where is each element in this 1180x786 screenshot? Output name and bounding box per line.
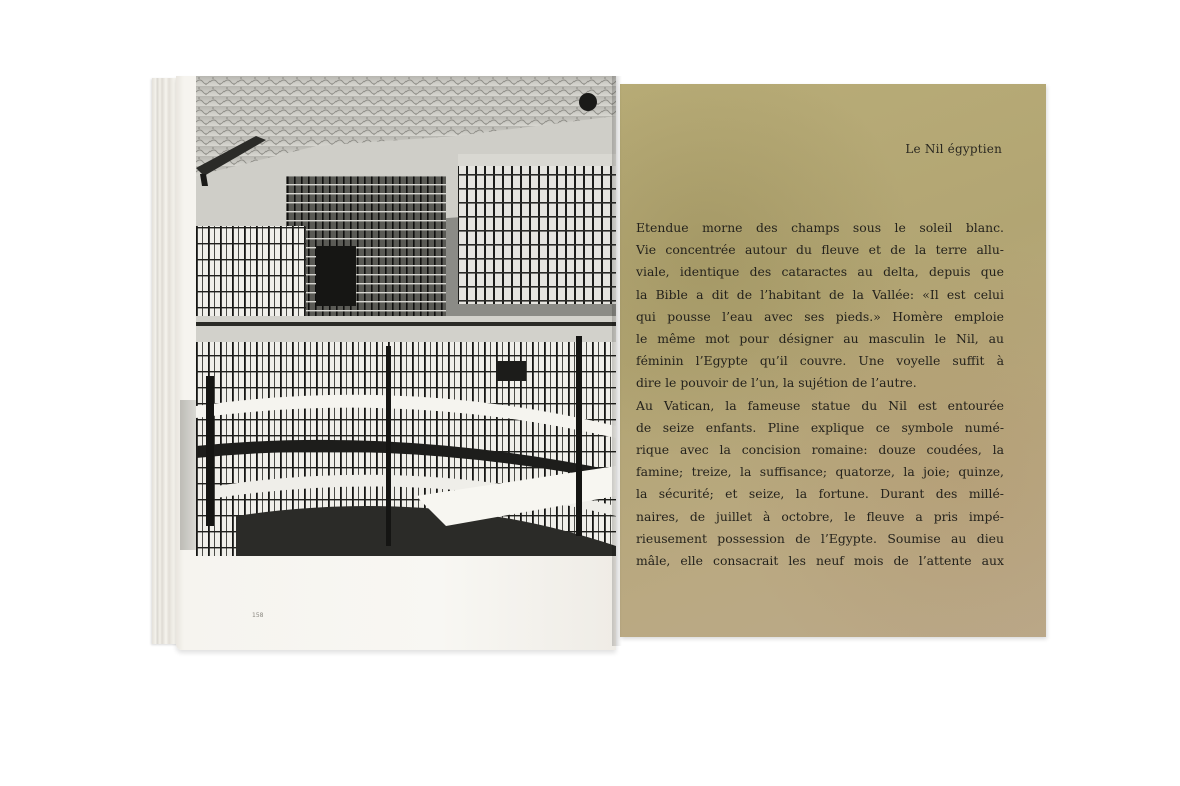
text-line: Etendue morne des champs sous le soleil blanc. (636, 220, 1004, 235)
text-line: rique avec la concision romaine: douze coudées, la (636, 442, 1004, 458)
text-line: le même mot pour désigner au masculin le Nil, au (636, 331, 1004, 347)
text-line: Au Vatican, la fameuse statue du Nil est entourée (636, 397, 1004, 413)
text-line: féminin l’Egypte qu’il couvre. Une voyelle suffit à (636, 353, 1004, 369)
text-line: de seize enfants. Pline explique ce symbole numé- (636, 419, 1004, 435)
body-text (636, 217, 1004, 572)
chapter-title: Le Nil égyptien (905, 142, 1002, 156)
construction-photo (196, 76, 616, 556)
text-line: Vie concentrée autour du fleuve et de la terre allu- (636, 242, 1004, 258)
text-line: mâle, elle consacrait les neuf mois de l’attente aux (636, 553, 1004, 569)
text-line: rieusement possession de l’Egypte. Soumise au dieu (636, 530, 1004, 546)
right-page (620, 84, 1046, 637)
page-number: 158 (252, 612, 264, 619)
text-line: la Bible a dit de l’habitant de la Vallée: «Il est celui (636, 286, 1004, 302)
text-line: dire le pouvoir de l’un, la sujétion de l’autre. (636, 375, 917, 391)
book-gutter-shadow (612, 76, 622, 646)
left-page-inner-strip (180, 400, 196, 550)
text-line: qui pousse l’eau avec ses pieds.» Homère emploie (636, 308, 1004, 324)
text-line: famine; treize, la suffisance; quatorze, la joie; quinze, (636, 464, 1004, 480)
text-line: la sécurité; et seize, la fortune. Durant des millé- (636, 486, 1004, 502)
text-line: naires, de juillet à octobre, le fleuve a pris impé- (636, 508, 1004, 524)
text-line: viale, identique des cataractes au delta, depuis que (636, 264, 1004, 280)
